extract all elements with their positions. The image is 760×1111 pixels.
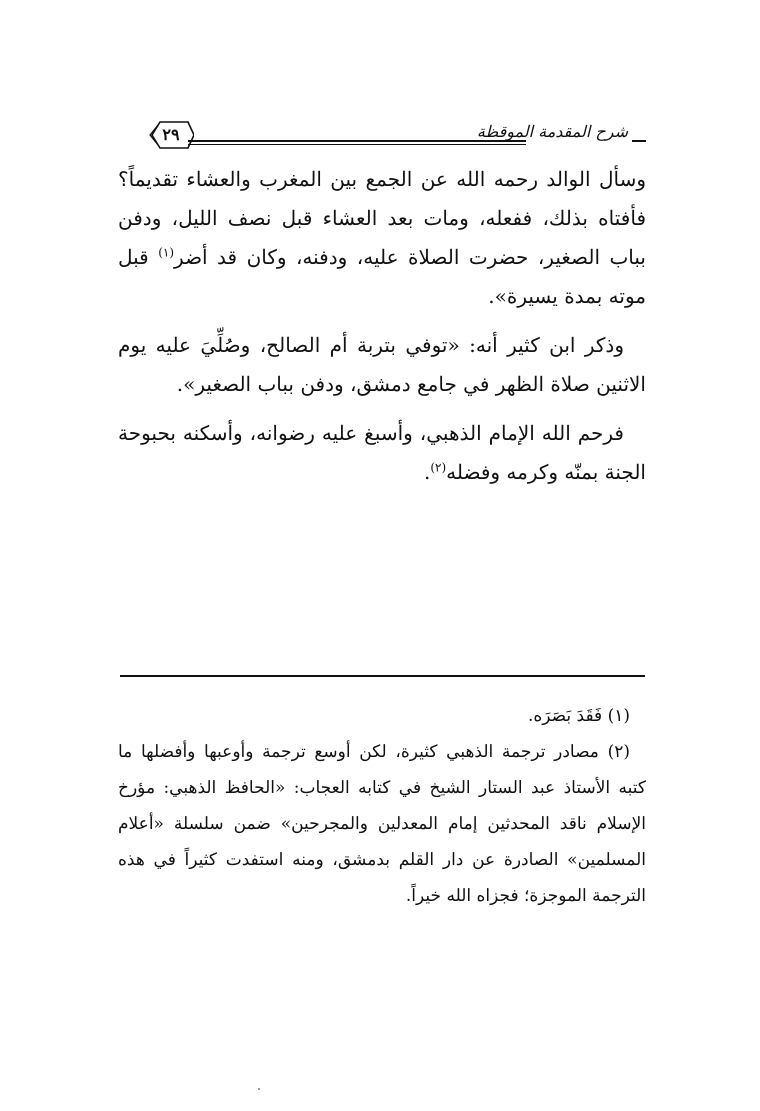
footnote-ref-1: (١) — [158, 245, 175, 260]
footnotes — [118, 698, 646, 914]
footnote-1-text: فَقَدَ بَصَرَه. — [527, 706, 603, 726]
footnote-2 — [118, 734, 646, 914]
footnote-separator — [120, 675, 645, 677]
page-number: ٢٩ — [162, 125, 180, 144]
paragraph-3-text: فرحم الله الإمام الذهبي، وأسبغ عليه رضوانه، وأسكنه بحبوحة الجنة بمنّه وكرمه وفضله — [118, 421, 646, 484]
footnote-1-number: (١) — [607, 706, 630, 726]
footnote-2-number: (٢) — [607, 742, 630, 762]
page-header — [118, 116, 646, 158]
footnote-2-text: مصادر ترجمة الذهبي كثيرة، لكن أوسع ترجمة وأوعبها وأفضلها ما كتبه الأستاذ عبد الستار الشيخ في كتابه العجاب: «الحافظ الذهبي: مؤرخ الإسلام ناقد المحدثين إمام المعدلين والمجرحين» ضمن سلسلة «أعلام المسلمين» الصادرة عن دار القلم بدمشق، ومنه استفدت كثيراً في هذه الترجمة الموجزة؛ فجزاه الله خيراً. — [118, 742, 646, 906]
header-dash — [632, 140, 646, 142]
paragraph-3 — [118, 414, 646, 492]
paragraph-1-text: وسأل الوالد رحمه الله عن الجمع بين المغرب والعشاء تقديماً؟ فأفتاه بذلك، ففعله، ومات بعد العشاء قبل نصف الليل، ودفن بباب الصغير، حضرت الصلاة عليه، ودفنه، وكان قد أضر — [118, 167, 646, 269]
footnote-ref-2: (٢) — [430, 460, 447, 475]
paragraph-1-tail: قبل موته بمدة يسيرة». — [118, 245, 646, 308]
paragraph-3-tail: . — [423, 460, 431, 484]
paragraph-2: وذكر ابن كثير أنه: «توفي بتربة أم الصالح، وصُلِّيَ عليه يوم الاثنين صلاة الظهر في جامع دمشق، ودفن بباب الصغير». — [118, 333, 646, 396]
footnote-1 — [118, 698, 646, 734]
running-title: شرح المقدمة الموقظة — [476, 122, 628, 141]
page-number-ornament — [148, 120, 194, 150]
header-rule — [188, 140, 526, 145]
paragraph-1 — [118, 160, 646, 316]
scan-speck — [258, 1088, 260, 1090]
main-text — [118, 160, 646, 502]
